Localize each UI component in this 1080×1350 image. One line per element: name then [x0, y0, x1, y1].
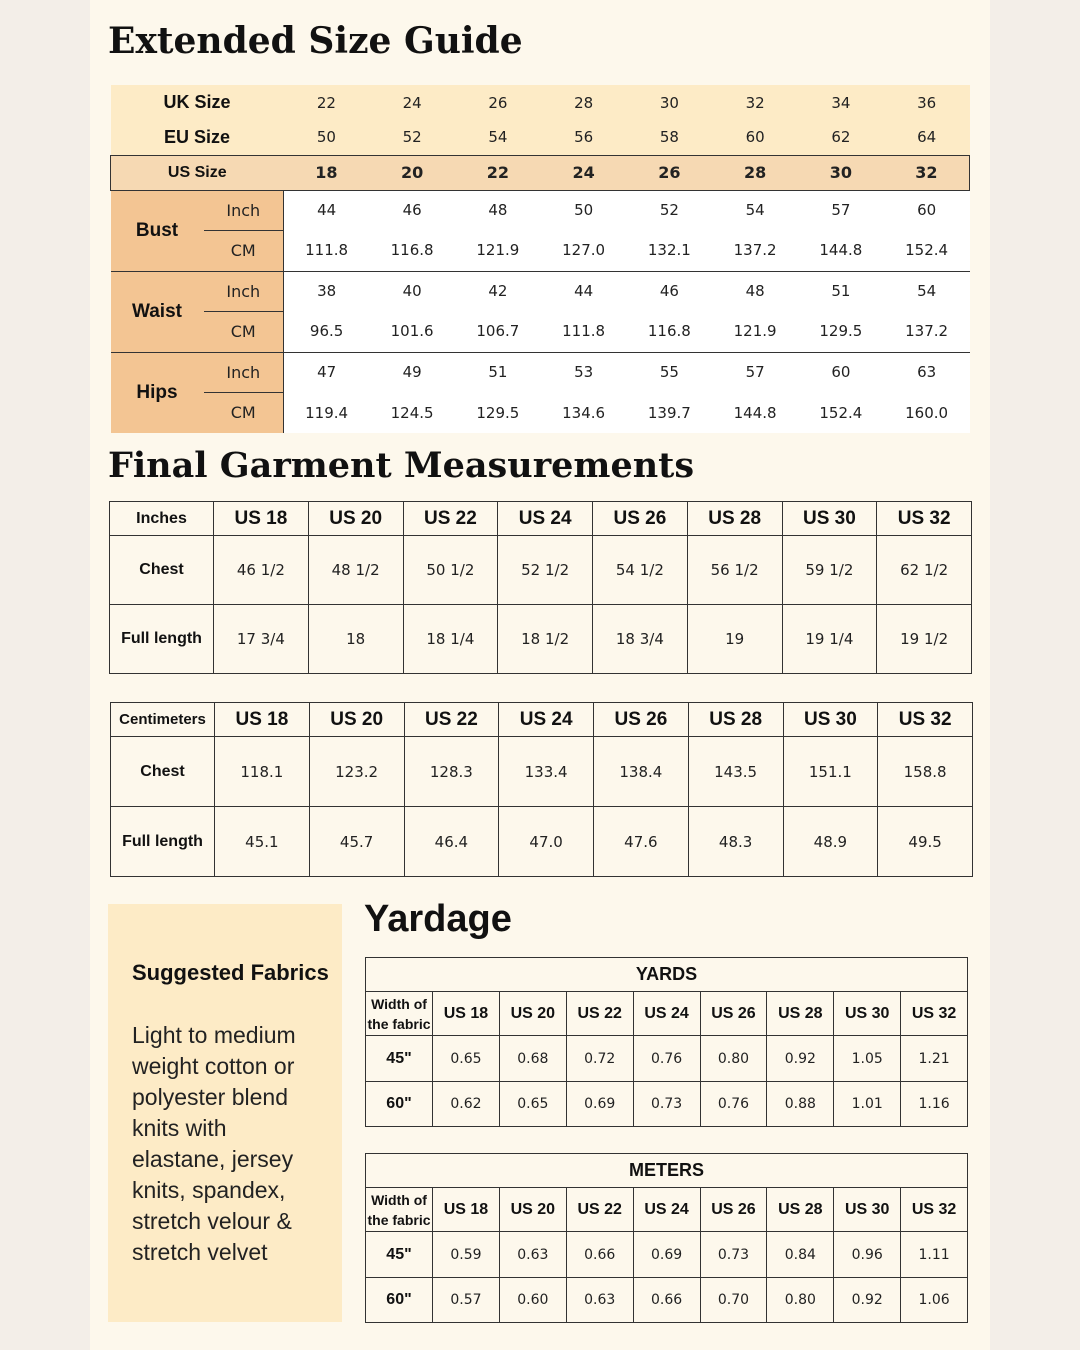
uk-size-value: 26: [488, 93, 508, 112]
hips-cm-value: 152.4: [798, 392, 884, 433]
table-row: [111, 807, 973, 877]
size-header: US 24: [498, 502, 593, 536]
unit-cm: CM: [204, 311, 284, 352]
bust-inch-value: 44: [284, 190, 370, 230]
us-size-row: [111, 155, 970, 190]
yards-table: [365, 957, 968, 1127]
eu-size-value: 50: [316, 128, 336, 147]
table-cell: 50 1/2: [403, 536, 498, 605]
table-cell: 45.7: [309, 807, 404, 877]
table-cell: 1.05: [834, 1036, 901, 1082]
yards-caption-row: [366, 958, 968, 992]
table-cell: 52 1/2: [498, 536, 593, 605]
row-label: Chest: [111, 737, 215, 807]
table-cell: 143.5: [688, 737, 783, 807]
hips-inch-value: 53: [541, 352, 627, 392]
suggested-fabrics-text: [132, 1020, 296, 1268]
size-header: US 22: [404, 703, 499, 737]
waist-cm-row: [111, 311, 970, 352]
size-guide-table: [110, 85, 970, 433]
garment-cm-table: [110, 702, 973, 877]
table-row: [366, 1082, 968, 1127]
unit-inch: Inch: [204, 190, 284, 230]
waist-cm-value: 137.2: [884, 311, 970, 352]
waist-inch-value: 48: [712, 271, 798, 311]
suggested-fabrics-heading: Suggested Fabrics: [132, 960, 329, 985]
hips-cm-row: [111, 392, 970, 433]
table-cell: 45.1: [215, 807, 310, 877]
hips-inch-value: 47: [284, 352, 370, 392]
size-header: US 20: [309, 703, 404, 737]
width-of-fabric-label: [366, 992, 433, 1036]
yards-caption: YARDS: [366, 958, 968, 992]
bust-label: Bust: [111, 190, 204, 271]
hips-inch-value: 55: [627, 352, 713, 392]
waist-cm-value: 129.5: [798, 311, 884, 352]
size-header: US 28: [687, 502, 782, 536]
bust-inch-row: [111, 190, 970, 230]
size-header: US 20: [308, 502, 403, 536]
table-cell: 48.9: [783, 807, 878, 877]
size-header: US 18: [215, 703, 310, 737]
hips-inch-row: [111, 352, 970, 392]
table-row: [111, 737, 973, 807]
table-row: [110, 536, 972, 605]
table-cell: 133.4: [499, 737, 594, 807]
fabric-line: stretch velvet: [132, 1239, 268, 1265]
fabric-line: elastane, jersey: [132, 1146, 294, 1172]
waist-cm-value: 121.9: [712, 311, 798, 352]
hips-cm-value: 144.8: [712, 392, 798, 433]
fabric-line: polyester blend: [132, 1084, 288, 1110]
waist-inch-value: 42: [455, 271, 541, 311]
uk-size-label: UK Size: [163, 92, 231, 112]
row-label: Full length: [111, 807, 215, 877]
table-cell: 0.66: [566, 1232, 633, 1278]
suggested-fabrics-panel: [108, 904, 342, 1322]
bust-cm-value: 116.8: [369, 230, 455, 271]
size-header: US 24: [633, 992, 700, 1036]
table-cell: 0.80: [700, 1036, 767, 1082]
table-row: [366, 1036, 968, 1082]
meters-table: [365, 1153, 968, 1323]
table-cell: 1.16: [901, 1082, 968, 1127]
hips-cm-value: 160.0: [884, 392, 970, 433]
uk-size-value: 36: [917, 93, 937, 112]
table-cell: 19: [687, 605, 782, 674]
waist-inch-value: 38: [284, 271, 370, 311]
table-cell: 0.59: [433, 1232, 500, 1278]
table-cell: 0.76: [700, 1082, 767, 1127]
table-cell: 0.68: [499, 1036, 566, 1082]
us-size-label: US Size: [111, 155, 284, 190]
size-header: US 32: [878, 703, 973, 737]
eu-size-value: 58: [659, 128, 679, 147]
row-label: 60": [366, 1082, 433, 1127]
uk-size-value: 34: [831, 93, 851, 112]
uk-size-value: 24: [402, 93, 422, 112]
table-cell: 0.57: [433, 1278, 500, 1323]
garment-cm-header-row: [111, 703, 973, 737]
us-size-value: 20: [369, 155, 455, 190]
waist-cm-value: 106.7: [455, 311, 541, 352]
size-header: US 26: [594, 703, 689, 737]
fabric-line: knits with: [132, 1115, 227, 1141]
bust-cm-value: 127.0: [541, 230, 627, 271]
size-header: US 22: [566, 1188, 633, 1232]
uk-size-value: 30: [659, 93, 679, 112]
hips-inch-value: 51: [455, 352, 541, 392]
table-row: [366, 1232, 968, 1278]
eu-size-label: EU Size: [163, 126, 231, 147]
size-header: US 26: [700, 1188, 767, 1232]
size-header: US 32: [901, 1188, 968, 1232]
hips-cm-value: 134.6: [541, 392, 627, 433]
size-header: US 20: [499, 1188, 566, 1232]
table-cell: 1.06: [901, 1278, 968, 1323]
bust-inch-value: 60: [884, 190, 970, 230]
hips-cm-value: 119.4: [284, 392, 370, 433]
width-label-line: the fabric: [367, 1015, 431, 1032]
table-cell: 1.11: [901, 1232, 968, 1278]
size-header: US 24: [633, 1188, 700, 1232]
us-size-value: 28: [712, 155, 798, 190]
table-cell: 17 3/4: [214, 605, 309, 674]
table-cell: 0.65: [499, 1082, 566, 1127]
eu-size-value: 60: [745, 128, 765, 147]
bust-inch-value: 46: [369, 190, 455, 230]
waist-inch-value: 46: [627, 271, 713, 311]
us-size-value: 18: [284, 155, 370, 190]
bust-inch-value: 57: [798, 190, 884, 230]
fabric-line: weight cotton or: [132, 1053, 295, 1079]
waist-cm-value: 116.8: [627, 311, 713, 352]
bust-cm-row: [111, 230, 970, 271]
bust-cm-value: 111.8: [284, 230, 370, 271]
row-label: 45": [366, 1232, 433, 1278]
table-cell: 18 3/4: [593, 605, 688, 674]
width-label-line: Width of: [371, 995, 427, 1012]
size-header: US 18: [214, 502, 309, 536]
size-header: US 30: [834, 992, 901, 1036]
table-cell: 62 1/2: [877, 536, 972, 605]
table-cell: 49.5: [878, 807, 973, 877]
uk-size-row: [111, 85, 970, 120]
table-cell: 19 1/4: [782, 605, 877, 674]
garment-inches-table: [109, 501, 972, 674]
bust-cm-value: 152.4: [884, 230, 970, 271]
eu-size-value: 52: [402, 128, 422, 147]
table-cell: 151.1: [783, 737, 878, 807]
table-cell: 0.73: [700, 1232, 767, 1278]
size-header: US 26: [700, 992, 767, 1036]
yardage-title: Yardage: [364, 898, 512, 940]
size-header: US 28: [688, 703, 783, 737]
size-header: US 32: [877, 502, 972, 536]
eu-size-value: 56: [574, 128, 594, 147]
hips-inch-value: 60: [798, 352, 884, 392]
corner-label: Centimeters: [111, 703, 215, 737]
table-cell: 0.69: [633, 1232, 700, 1278]
table-cell: 0.63: [566, 1278, 633, 1323]
waist-inch-value: 54: [884, 271, 970, 311]
table-cell: 48 1/2: [308, 536, 403, 605]
garment-inches-header-row: [110, 502, 972, 536]
table-cell: 46 1/2: [214, 536, 309, 605]
table-cell: 0.63: [499, 1232, 566, 1278]
eu-size-value: 62: [831, 128, 851, 147]
hips-inch-value: 57: [712, 352, 798, 392]
bust-inch-value: 50: [541, 190, 627, 230]
table-cell: 118.1: [215, 737, 310, 807]
table-cell: 0.62: [433, 1082, 500, 1127]
table-cell: 0.88: [767, 1082, 834, 1127]
table-cell: 18 1/4: [403, 605, 498, 674]
hips-cm-value: 129.5: [455, 392, 541, 433]
uk-size-value: 32: [745, 93, 765, 112]
meters-header-row: [366, 1188, 968, 1232]
table-cell: 47.6: [594, 807, 689, 877]
table-cell: 47.0: [499, 807, 594, 877]
size-chart-page: [90, 0, 990, 1350]
fabric-line: Light to medium: [132, 1022, 296, 1048]
width-of-fabric-label: [366, 1188, 433, 1232]
table-row: [366, 1278, 968, 1323]
bust-inch-value: 54: [712, 190, 798, 230]
table-cell: 0.80: [767, 1278, 834, 1323]
unit-cm: CM: [204, 230, 284, 271]
table-cell: 18: [308, 605, 403, 674]
row-label: Full length: [110, 605, 214, 674]
waist-cm-value: 96.5: [284, 311, 370, 352]
width-label-line: the fabric: [367, 1211, 431, 1228]
row-label: 45": [366, 1036, 433, 1082]
hips-cm-value: 124.5: [369, 392, 455, 433]
table-cell: 0.66: [633, 1278, 700, 1323]
size-header: US 22: [566, 992, 633, 1036]
row-label: Chest: [110, 536, 214, 605]
us-size-value: 32: [884, 155, 970, 190]
bust-cm-value: 137.2: [712, 230, 798, 271]
row-label: 60": [366, 1278, 433, 1323]
table-cell: 19 1/2: [877, 605, 972, 674]
waist-label: Waist: [111, 271, 204, 352]
size-header: US 24: [499, 703, 594, 737]
unit-inch: Inch: [204, 352, 284, 392]
uk-size-value: 28: [574, 93, 594, 112]
table-cell: 0.72: [566, 1036, 633, 1082]
us-size-value: 26: [627, 155, 713, 190]
size-header: US 20: [499, 992, 566, 1036]
bust-inch-value: 48: [455, 190, 541, 230]
table-cell: 0.70: [700, 1278, 767, 1323]
hips-inch-value: 63: [884, 352, 970, 392]
garment-title: Final Garment Measurements: [108, 445, 695, 486]
hips-label: Hips: [111, 352, 204, 433]
table-cell: 1.01: [834, 1082, 901, 1127]
table-cell: 0.65: [433, 1036, 500, 1082]
size-header: US 26: [593, 502, 688, 536]
us-size-value: 22: [455, 155, 541, 190]
waist-cm-value: 111.8: [541, 311, 627, 352]
waist-inch-value: 44: [541, 271, 627, 311]
meters-caption-row: [366, 1154, 968, 1188]
table-cell: 0.84: [767, 1232, 834, 1278]
table-cell: 0.96: [834, 1232, 901, 1278]
size-header: US 18: [433, 992, 500, 1036]
size-header: US 30: [834, 1188, 901, 1232]
bust-cm-value: 144.8: [798, 230, 884, 271]
size-header: US 28: [767, 1188, 834, 1232]
table-cell: 0.73: [633, 1082, 700, 1127]
size-header: US 22: [403, 502, 498, 536]
table-cell: 54 1/2: [593, 536, 688, 605]
yards-header-row: [366, 992, 968, 1036]
size-header: US 30: [783, 703, 878, 737]
table-cell: 0.92: [834, 1278, 901, 1323]
size-header: US 32: [901, 992, 968, 1036]
us-size-value: 30: [798, 155, 884, 190]
table-cell: 18 1/2: [498, 605, 593, 674]
waist-inch-value: 51: [798, 271, 884, 311]
table-cell: 0.76: [633, 1036, 700, 1082]
table-cell: 59 1/2: [782, 536, 877, 605]
table-cell: 46.4: [404, 807, 499, 877]
waist-inch-value: 40: [369, 271, 455, 311]
fabric-line: stretch velour &: [132, 1208, 292, 1234]
unit-inch: Inch: [204, 271, 284, 311]
size-header: US 30: [782, 502, 877, 536]
meters-caption: METERS: [366, 1154, 968, 1188]
eu-size-row: [111, 120, 970, 155]
unit-cm: CM: [204, 392, 284, 433]
width-label-line: Width of: [371, 1191, 427, 1208]
table-cell: 128.3: [404, 737, 499, 807]
bust-cm-value: 132.1: [627, 230, 713, 271]
table-cell: 1.21: [901, 1036, 968, 1082]
bust-cm-value: 121.9: [455, 230, 541, 271]
size-guide-title: Extended Size Guide: [108, 20, 523, 62]
hips-cm-value: 139.7: [627, 392, 713, 433]
hips-inch-value: 49: [369, 352, 455, 392]
table-cell: 56 1/2: [687, 536, 782, 605]
size-header: US 18: [433, 1188, 500, 1232]
table-cell: 0.60: [499, 1278, 566, 1323]
waist-cm-value: 101.6: [369, 311, 455, 352]
uk-size-value: 22: [316, 93, 336, 112]
table-cell: 158.8: [878, 737, 973, 807]
eu-size-value: 54: [488, 128, 508, 147]
table-row: [110, 605, 972, 674]
fabric-line: knits, spandex,: [132, 1177, 286, 1203]
eu-size-value: 64: [917, 128, 937, 147]
table-cell: 0.92: [767, 1036, 834, 1082]
us-size-value: 24: [541, 155, 627, 190]
size-header: US 28: [767, 992, 834, 1036]
table-cell: 48.3: [688, 807, 783, 877]
bust-inch-value: 52: [627, 190, 713, 230]
table-cell: 123.2: [309, 737, 404, 807]
table-cell: 0.69: [566, 1082, 633, 1127]
corner-label: Inches: [110, 502, 214, 536]
waist-inch-row: [111, 271, 970, 311]
table-cell: 138.4: [594, 737, 689, 807]
